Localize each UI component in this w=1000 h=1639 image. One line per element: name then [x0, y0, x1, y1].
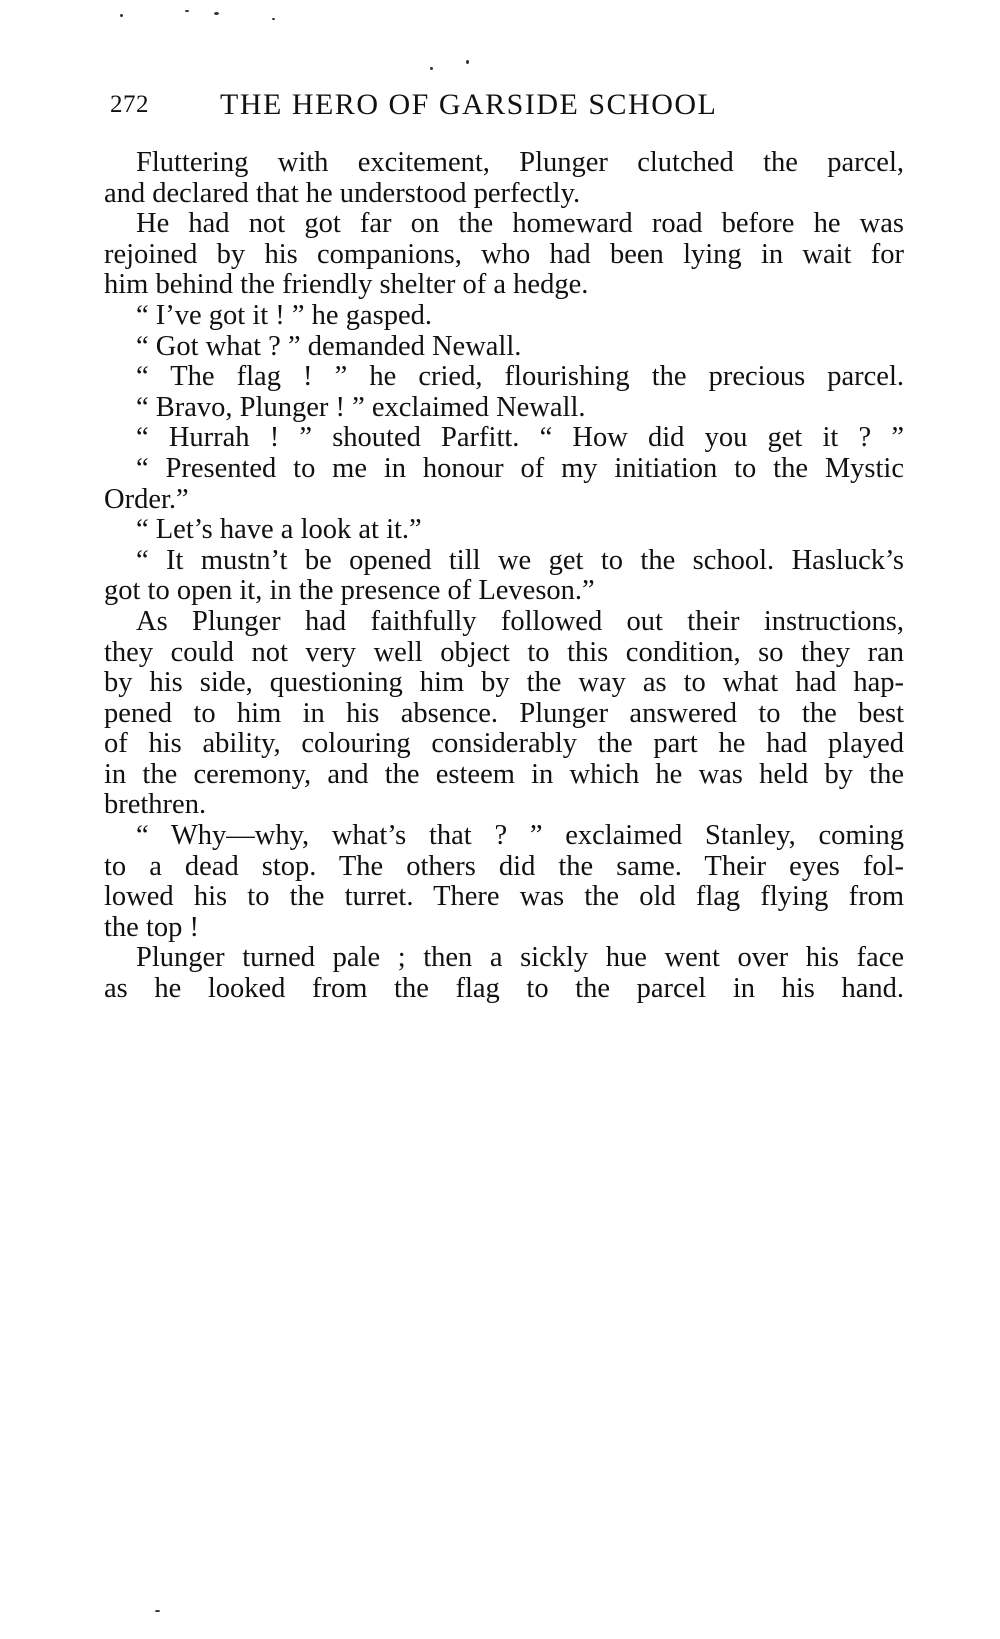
- text-line: got to open it, in the presence of Leveson.”: [104, 575, 595, 607]
- text-line: Fluttering with excitement, Plunger clutched the parcel,: [136, 147, 904, 178]
- text-line: “ It mustn’t be opened till we get to the school. Hasluck’s: [136, 544, 904, 576]
- scan-speck: [272, 18, 275, 20]
- scan-speck: [430, 67, 433, 70]
- text-line: “ Why—why, what’s that ? ” exclaimed Stanley, coming: [136, 820, 904, 852]
- scan-speck: [466, 60, 469, 64]
- text-line: they could not very well object to this condition, so they ran: [104, 636, 904, 668]
- page-header: [110, 88, 900, 128]
- text-line: “ The flag ! ” he cried, flourishing the precious parcel.: [136, 361, 904, 393]
- text-line: rejoined by his companions, who had been lying in wait for: [104, 238, 904, 270]
- scan-speck: [120, 14, 123, 17]
- text-line: “ Hurrah ! ” shouted Parfitt. “ How did you get it ? ”: [136, 422, 904, 454]
- text-line: pened to him in his absence. Plunger answered to the best: [104, 697, 904, 729]
- text-line: the top !: [104, 911, 199, 943]
- scan-speck: [214, 12, 219, 15]
- text-line: Plunger turned pale ; then a sickly hue went over his face: [136, 942, 904, 974]
- text-line: “ Bravo, Plunger ! ” exclaimed Newall.: [136, 391, 586, 423]
- text-line: in the ceremony, and the esteem in which he was held by the: [104, 758, 904, 790]
- text-line: “ Let’s have a look at it.”: [136, 514, 422, 546]
- text-line: of his ability, colouring considerably the part he had played: [104, 728, 904, 760]
- text-line: As Plunger had faithfully followed out their instructions,: [136, 605, 904, 637]
- page-number: 272: [110, 91, 149, 118]
- scan-speck: [155, 1610, 160, 1612]
- text-line: by his side, questioning him by the way as to what had hap-: [104, 667, 904, 699]
- text-line: brethren.: [104, 789, 207, 821]
- body-text: [104, 148, 904, 1005]
- text-line: him behind the friendly shelter of a hedge.: [104, 269, 589, 301]
- text-line: lowed his to the turret. There was the old flag flying from: [104, 881, 904, 913]
- text-line: “ I’ve got it ! ” he gasped.: [136, 299, 432, 331]
- text-line: He had not got far on the homeward road before he was: [136, 208, 904, 240]
- text-line: “ Presented to me in honour of my initiation to the Mystic: [136, 452, 904, 484]
- scan-speck: [185, 10, 189, 12]
- text-line: Order.”: [104, 483, 189, 515]
- running-title: THE HERO OF GARSIDE SCHOOL: [220, 88, 718, 121]
- text-line: to a dead stop. The others did the same. Their eyes fol-: [104, 850, 904, 882]
- text-line: “ Got what ? ” demanded Newall.: [136, 330, 522, 362]
- text-line: and declared that he understood perfectly.: [104, 177, 581, 209]
- text-line: as he looked from the flag to the parcel in his hand.: [104, 973, 904, 1005]
